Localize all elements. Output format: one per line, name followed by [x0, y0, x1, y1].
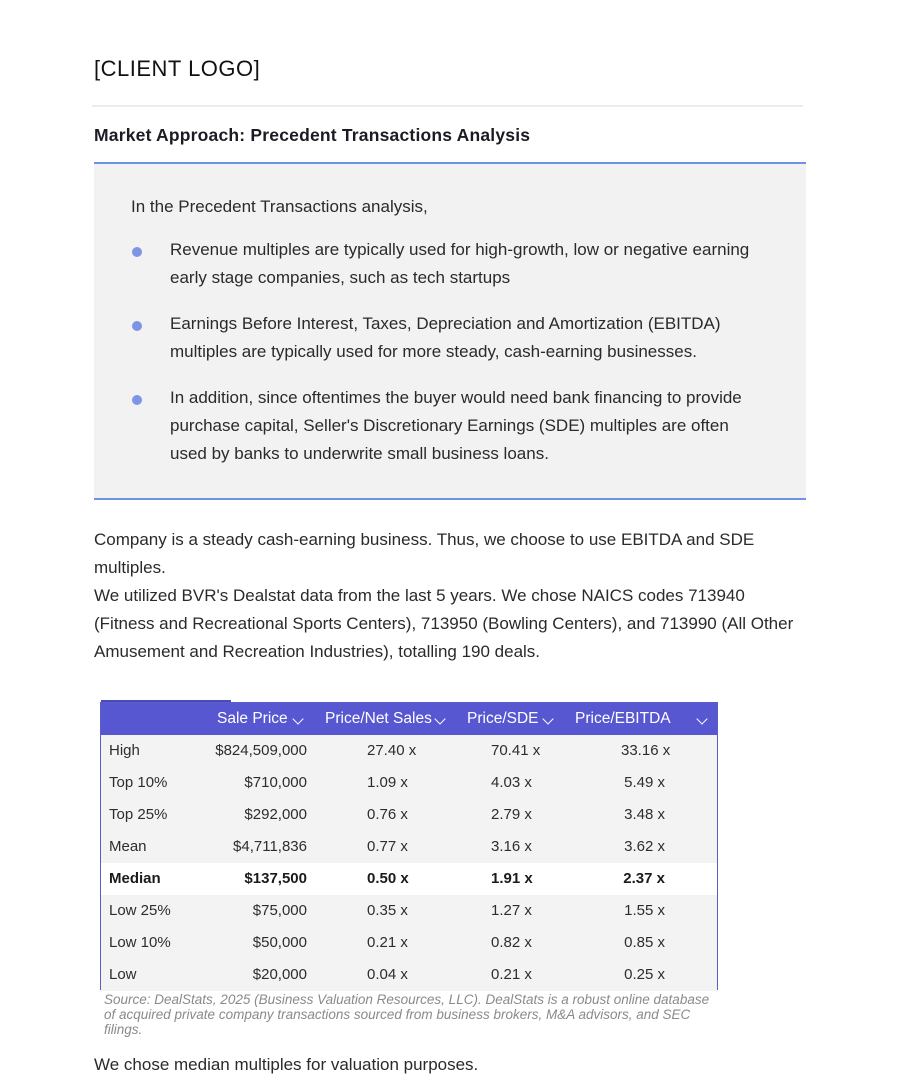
sale-price-cell: $292,000: [244, 806, 307, 823]
bullet-text: Earnings Before Interest, Taxes, Depreciation and Amortization (EBITDA) multiples are typically used for more steady, cash-earning businesses.: [170, 314, 721, 361]
table-row: [101, 767, 717, 799]
column-header-price-ebitda[interactable]: Price/EBITDA: [575, 710, 671, 727]
table-row: [101, 895, 717, 927]
table-row: [101, 959, 717, 991]
price-net-sales-cell: 0.77 x: [367, 838, 408, 855]
price-net-sales-cell: 0.04 x: [367, 966, 408, 983]
sale-price-cell: $824,509,000: [215, 742, 307, 759]
multiples-table: [100, 702, 718, 990]
chevron-down-icon[interactable]: [696, 713, 707, 724]
row-label: Median: [109, 870, 161, 887]
table-source-note: Source: DealStats, 2025 (Business Valuation Resources, LLC). DealStats is a robust online database of acquired private company transactions sourced from business brokers, M&A advisors, and SEC filings.: [104, 992, 710, 1037]
price-sde-cell: 1.27 x: [491, 902, 532, 919]
price-ebitda-cell: 0.85 x: [624, 934, 665, 951]
table-header-row: [101, 703, 717, 735]
row-label: Low: [109, 966, 137, 983]
chevron-down-icon[interactable]: [542, 713, 553, 724]
chevron-down-icon[interactable]: [292, 713, 303, 724]
callout-intro: In the Precedent Transactions analysis,: [131, 197, 428, 216]
price-ebitda-cell: 33.16 x: [621, 742, 671, 759]
column-header-sale-price[interactable]: Sale Price: [217, 710, 288, 727]
conclusion-paragraph: We chose median multiples for valuation purposes.: [94, 1055, 479, 1074]
column-header-price-sde[interactable]: Price/SDE: [467, 710, 539, 727]
row-label: High: [109, 742, 140, 759]
price-sde-cell: 70.41 x: [491, 742, 541, 759]
price-ebitda-cell: 2.37 x: [623, 870, 665, 887]
price-net-sales-cell: 1.09 x: [367, 774, 408, 791]
row-label: Top 10%: [109, 774, 168, 791]
row-label: Low 10%: [109, 934, 171, 951]
price-sde-cell: 1.91 x: [491, 870, 533, 887]
price-net-sales-cell: 27.40 x: [367, 742, 417, 759]
table-row: [101, 927, 717, 959]
sale-price-cell: $4,711,836: [233, 838, 307, 855]
sale-price-cell: $75,000: [252, 902, 307, 919]
sale-price-cell: $20,000: [252, 966, 307, 983]
table-row-median: [101, 863, 717, 895]
price-ebitda-cell: 1.55 x: [624, 902, 665, 919]
price-sde-cell: 0.21 x: [491, 966, 532, 983]
sale-price-cell: $50,000: [252, 934, 307, 951]
price-net-sales-cell: 0.35 x: [367, 902, 408, 919]
price-sde-cell: 2.79 x: [491, 806, 532, 823]
price-sde-cell: 4.03 x: [491, 774, 532, 791]
column-header-price-net-sales[interactable]: Price/Net Sales: [325, 710, 432, 727]
table-row: [101, 735, 717, 767]
price-net-sales-cell: 0.76 x: [367, 806, 408, 823]
bullet-dot-icon: [132, 247, 142, 257]
bullet-text: Revenue multiples are typically used for high-growth, low or negative earning early stage companies, such as tech startups: [170, 240, 750, 287]
client-logo: [CLIENT LOGO]: [94, 56, 261, 81]
sale-price-cell: $710,000: [244, 774, 307, 791]
bullet-dot-icon: [132, 321, 142, 331]
price-ebitda-cell: 3.48 x: [624, 806, 665, 823]
price-net-sales-cell: 0.50 x: [367, 870, 409, 887]
price-ebitda-cell: 0.25 x: [624, 966, 665, 983]
row-label: Mean: [109, 838, 147, 855]
table-row: [101, 831, 717, 863]
choice-paragraph: Company is a steady cash-earning business. Thus, we choose to use EBITDA and SDE multiples.: [94, 530, 755, 577]
price-sde-cell: 3.16 x: [491, 838, 532, 855]
price-sde-cell: 0.82 x: [491, 934, 532, 951]
price-net-sales-cell: 0.21 x: [367, 934, 408, 951]
row-label: Low 25%: [109, 902, 171, 919]
bullet-text: In addition, since oftentimes the buyer would need bank financing to provide purchase capital, Seller's Discretionary Earnings (SDE) multiples are often used by banks to underwrite small business loans.: [170, 388, 742, 463]
sale-price-cell: $137,500: [244, 870, 307, 887]
header-divider: [92, 105, 803, 107]
price-ebitda-cell: 3.62 x: [624, 838, 665, 855]
callout-box: [94, 162, 806, 500]
price-ebitda-cell: 5.49 x: [624, 774, 665, 791]
table-row: [101, 799, 717, 831]
row-label: Top 25%: [109, 806, 168, 823]
section-title: Market Approach: Precedent Transactions Analysis: [94, 125, 531, 145]
data-source-paragraph: We utilized BVR's Dealstat data from the last 5 years. We chose NAICS codes 713940 (Fitness and Recreational Sports Centers), 713950 (Bowling Centers), and 713990 (All Other Amusement and Recreation Industries), totalling 190 deals.: [94, 586, 794, 661]
bullet-dot-icon: [132, 395, 142, 405]
chevron-down-icon[interactable]: [434, 713, 445, 724]
